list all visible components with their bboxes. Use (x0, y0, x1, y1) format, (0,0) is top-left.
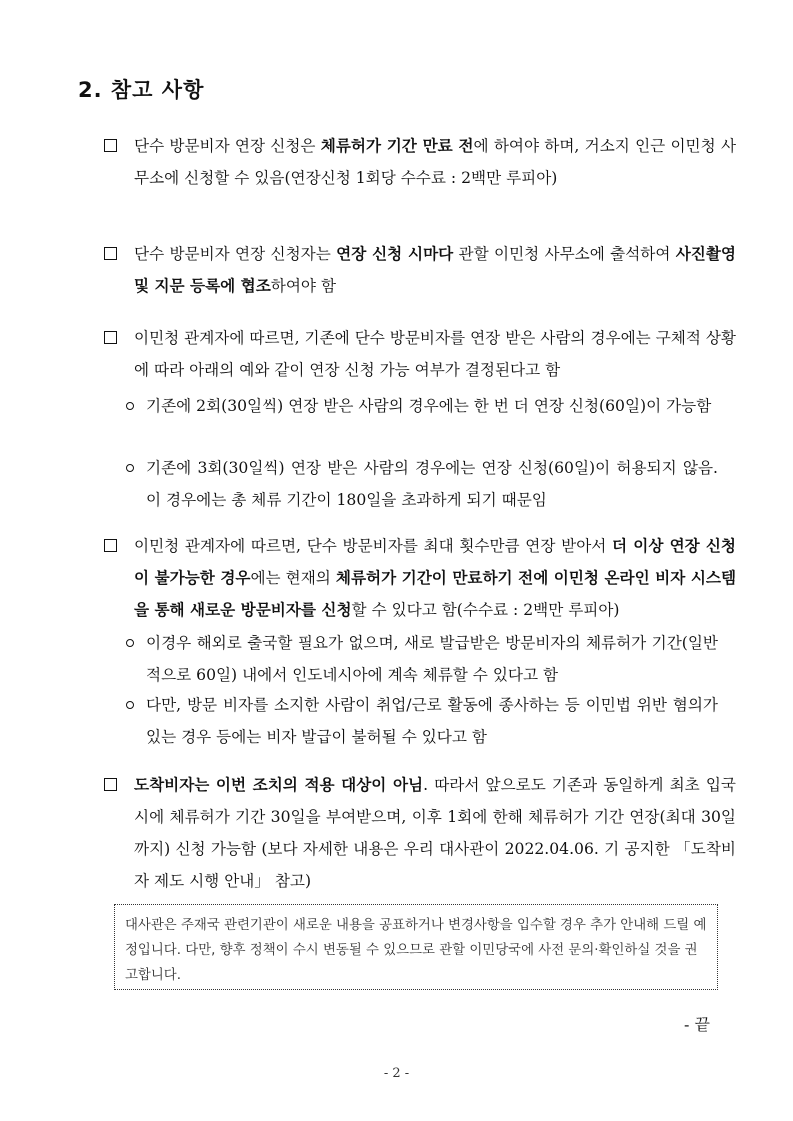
note-item-2 (104, 238, 736, 302)
sub-item (126, 627, 718, 691)
sub-item (126, 689, 718, 753)
sub-item-text: 기존에 3회(30일씩) 연장 받은 사람의 경우에는 연장 신청(60일)이 허용되지 않음. 이 경우에는 총 체류 기간이 180일을 초과하게 되기 때문임 (146, 459, 718, 509)
checkbox-square-icon (104, 778, 117, 791)
end-mark: - 끝 (684, 1015, 710, 1034)
checkbox-square-icon (104, 139, 117, 152)
checkbox-square-icon (104, 247, 117, 260)
note-item-1 (104, 130, 736, 194)
note-text: 단수 방문비자 연장 신청은 체류허가 기간 만료 전에 하여야 하며, 거소지 인근 이민청 사무소에 신청할 수 있음(연장신청 1회당 수수료 : 2백만 루피아) (134, 137, 737, 187)
note-text: 이민청 관계자에 따르면, 단수 방문비자를 최대 횟수만큼 연장 받아서 더 이상 연장 신청이 불가능한 경우에는 현재의 체류허가 기간이 만료하기 전에 이민청 온라인 비자 시스템을 통해 새로운 방문비자를 신청할 수 있다고 함(수수료 : 2백만 루피아) (134, 537, 737, 619)
note-item-5 (104, 769, 736, 897)
bullet-circle-icon (126, 639, 134, 647)
notice-box: 대사관은 주재국 관련기관이 새로운 내용을 공표하거나 변경사항을 입수할 경우 추가 안내해 드릴 예정입니다. 다만, 향후 정책이 수시 변동될 수 있으므로 관할 이민당국에 사전 문의·확인하실 것을 권고합니다. (114, 904, 718, 990)
page-number: - 2 - (383, 1066, 410, 1081)
note-text: 이민청 관계자에 따르면, 기존에 단수 방문비자를 연장 받은 사람의 경우에는 구체적 상황에 따라 아래의 예와 같이 연장 신청 가능 여부가 결정된다고 함 (134, 329, 736, 379)
checkbox-square-icon (104, 539, 117, 552)
checkbox-square-icon (104, 331, 117, 344)
section-heading: 2. 참고 사항 (78, 78, 205, 102)
bullet-circle-icon (126, 464, 134, 472)
sub-item-text: 이경우 해외로 출국할 필요가 없으며, 새로 발급받은 방문비자의 체류허가 기간(일반적으로 60일) 내에서 인도네시아에 계속 체류할 수 있다고 함 (146, 634, 718, 684)
sub-item-text: 다만, 방문 비자를 소지한 사람이 취업/근로 활동에 종사하는 등 이민법 위반 혐의가 있는 경우 등에는 비자 발급이 불허될 수 있다고 함 (146, 696, 718, 746)
bullet-circle-icon (126, 701, 134, 709)
sub-item (126, 452, 718, 516)
sub-item-text: 기존에 2회(30일씩) 연장 받은 사람의 경우에는 한 번 더 연장 신청(60일)이 가능함 (146, 397, 712, 415)
sub-item (126, 390, 718, 422)
note-text: 단수 방문비자 연장 신청자는 연장 신청 시마다 관할 이민청 사무소에 출석하여 사진촬영 및 지문 등록에 협조하여야 함 (134, 245, 736, 295)
note-text: 도착비자는 이번 조치의 적용 대상이 아님. 따라서 앞으로도 기존과 동일하게 최초 입국 시에 체류허가 기간 30일을 부여받으며, 이후 1회에 한해 체류허가 기간 연장(최대 30일까지) 신청 가능함 (보다 자세한 내용은 우리 대사관이 2022.04.06. 기 공지한 「도착비자 제도 시행 안내」 참고) (134, 776, 736, 890)
note-item-4 (104, 530, 736, 626)
bullet-circle-icon (126, 402, 134, 410)
note-item-3 (104, 322, 736, 386)
